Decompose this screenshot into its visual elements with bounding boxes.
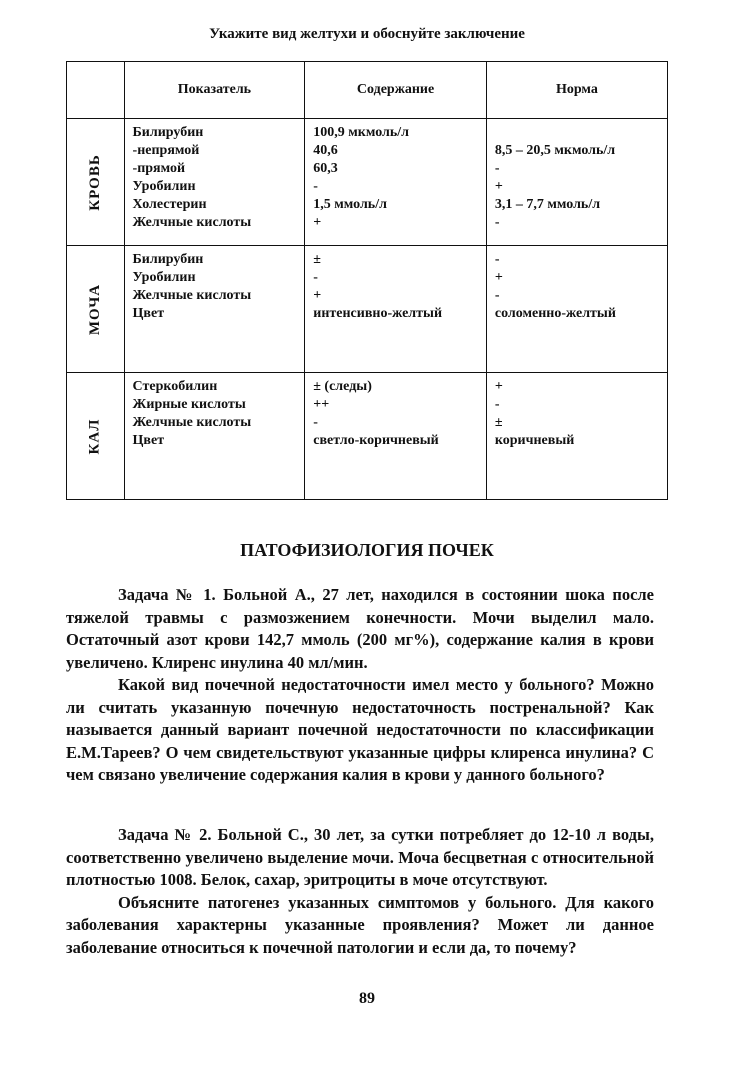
- indicator-line: Желчные кислоты: [132, 215, 252, 230]
- lab-results-table: [66, 61, 668, 500]
- value-line: интенсивно-желтый: [313, 306, 443, 321]
- norm-line: коричневый: [494, 433, 575, 448]
- norm-line: +: [494, 379, 503, 394]
- value-line: 40,6: [313, 143, 338, 158]
- norm-line: 3,1 – 7,7 ммоль/л: [494, 197, 601, 212]
- indicator-line: Жирные кислоты: [132, 397, 246, 412]
- value-line: ±: [313, 252, 321, 267]
- task-2-question: Объясните патогенез указанных симптомов у больного. Для какого заболевания характерны указанные проявления? Может ли данное заболевание относиться к почечной патологии и если да, то почему?: [66, 892, 654, 957]
- group-label: МОЧА: [86, 283, 103, 335]
- norm-line: 8,5 – 20,5 мкмоль/л: [494, 143, 616, 158]
- group-label: КАЛ: [86, 418, 103, 454]
- table-group-stool: [67, 373, 668, 500]
- value-cell: [305, 119, 487, 246]
- task-2-label: Задача № 2.: [118, 825, 212, 844]
- value-line: -: [313, 179, 318, 194]
- value-line: ± (следы): [313, 379, 372, 394]
- norm-cell: [486, 119, 667, 246]
- norm-line: соломенно-желтый: [494, 306, 616, 321]
- corner-cell: [67, 62, 125, 119]
- section-title: ПАТОФИЗИОЛОГИЯ ПОЧЕК: [240, 540, 494, 560]
- indicator-cell: [124, 119, 305, 246]
- task-2: [66, 824, 654, 959]
- task-2-text: Больной С., 30 лет, за сутки потребляет до 12-10 л воды, соответственно увеличено выделение мочи. Моча бесцветная с относительной плотностью 1008. Белок, сахар, эритроциты в моче отсутствуют.: [66, 825, 654, 889]
- column-header-value: Содержание: [305, 62, 487, 119]
- value-line: 100,9 мкмоль/л: [313, 125, 410, 140]
- norm-line: +: [494, 179, 503, 194]
- value-line: ++: [313, 397, 330, 412]
- norm-line: [495, 124, 659, 142]
- group-label-cell: [67, 246, 125, 373]
- norm-line: -: [494, 215, 500, 230]
- norm-line: -: [494, 288, 500, 303]
- page-header: Укажите вид желтухи и обоснуйте заключение: [209, 26, 525, 42]
- indicator-cell: [124, 373, 305, 500]
- page-number: 89: [359, 990, 375, 1007]
- indicator-line: Цвет: [132, 433, 165, 448]
- norm-line: -: [494, 252, 500, 267]
- value-cell: [305, 246, 487, 373]
- value-line: +: [313, 288, 322, 303]
- task-1-text: . Больной А., 27 лет, находился в состоянии шока после тяжелой травмы с размозжением конечности. Мочи выделил мало. Остаточный азот крови 142,7 ммоль (200 мг%), содержание калия в крови увеличено. Клиренс инулина 40 мл/мин.: [66, 585, 654, 672]
- value-line: -: [313, 270, 318, 285]
- indicator-cell: [124, 246, 305, 373]
- value-line: 1,5 ммоль/л: [313, 197, 387, 212]
- value-line: -: [313, 415, 318, 430]
- indicator-line: Стеркобилин: [132, 379, 218, 394]
- indicator-line: Уробилин: [132, 179, 196, 194]
- table-header-row: [67, 62, 668, 119]
- norm-line: +: [494, 270, 503, 285]
- norm-cell: [486, 373, 667, 500]
- value-line: светло-коричневый: [313, 433, 439, 448]
- indicator-line: Холестерин: [132, 197, 207, 212]
- table-group-urine: [67, 246, 668, 373]
- task-1-label: Задача № 1: [118, 585, 212, 604]
- norm-line: ±: [494, 415, 503, 430]
- indicator-line: -непрямой: [132, 143, 200, 158]
- value-cell: [305, 373, 487, 500]
- value-line: +: [313, 215, 322, 230]
- column-header-indicator: Показатель: [124, 62, 305, 119]
- indicator-line: Желчные кислоты: [132, 288, 252, 303]
- indicator-line: Желчные кислоты: [132, 415, 252, 430]
- task-1-statement: [66, 584, 654, 674]
- indicator-line: Цвет: [132, 306, 165, 321]
- task-2-statement: [66, 824, 654, 892]
- norm-cell: [486, 246, 667, 373]
- value-line: 60,3: [313, 161, 338, 176]
- table-group-blood: [67, 119, 668, 246]
- norm-line: -: [494, 397, 500, 412]
- group-label-cell: [67, 373, 125, 500]
- indicator-line: Уробилин: [132, 270, 196, 285]
- group-label: КРОВЬ: [86, 153, 103, 211]
- indicator-line: Билирубин: [132, 125, 204, 140]
- column-header-norm: Норма: [486, 62, 667, 119]
- norm-line: -: [494, 161, 500, 176]
- indicator-line: Билирубин: [132, 252, 204, 267]
- task-1-question: Какой вид почечной недостаточности имел место у больного? Можно ли считать указанную почечную недостаточность постренальной? Как называется данный вариант почечной недостаточности по классификации Е.М.Тареев? О чем свидетельствуют указанные цифры клиренса инулина? С чем связано увеличение содержания калия в крови у данного больного?: [66, 675, 654, 784]
- indicator-line: -прямой: [132, 161, 186, 176]
- group-label-cell: [67, 119, 125, 246]
- task-1: [66, 584, 654, 787]
